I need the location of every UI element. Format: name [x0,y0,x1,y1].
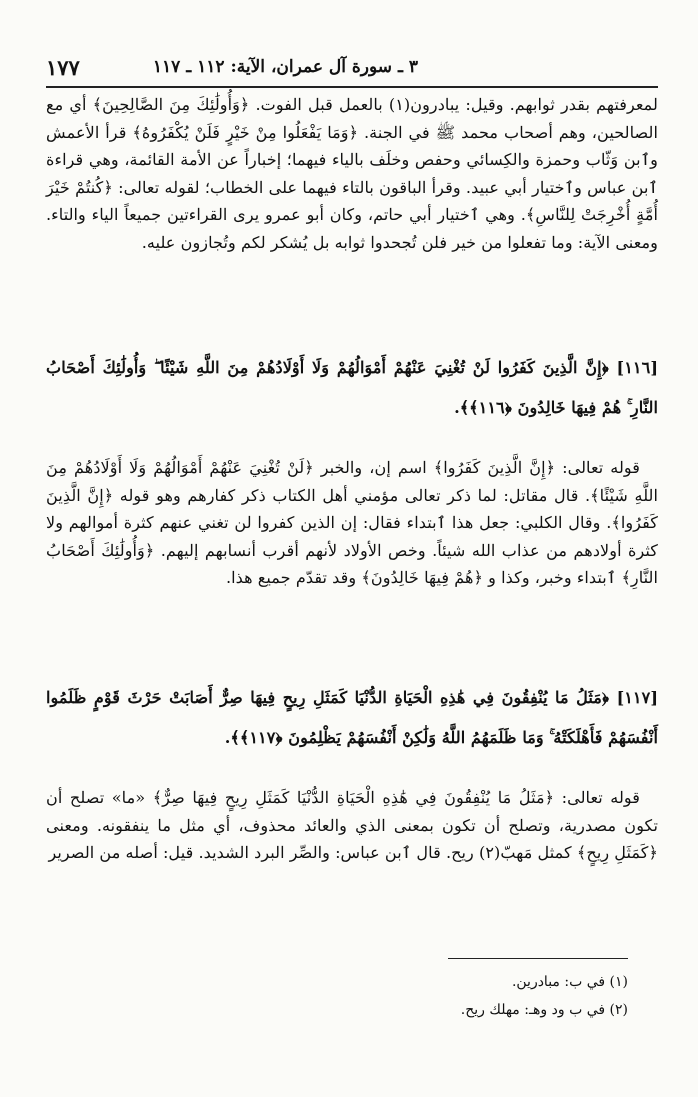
verse-text: ﴿إِنَّ الَّذِينَ كَفَرُوا لَنْ تُغْنِيَ عَنْهُمْ أَمْوَالُهُمْ وَلَا أَوْلَادُهُمْ مِنَ اللَّهِ شَيْئًا ۖ وَأُولَٰئِكَ أَصْحَابُ النَّارِ ۚ هُمْ فِيهَا خَالِدُونَ ﴿١١٦﴾﴾. [46,358,658,417]
commentary-paragraph: قوله تعالى: ﴿مَثَلُ مَا يُنْفِقُونَ فِي هَٰذِهِ الْحَيَاةِ الدُّنْيَا كَمَثَلِ رِيحٍ فِيهَا صِرٌّ﴾ «ما» تصلح أن تكون مصدرية، وتصلح أن تكون بمعنى الذي والعائد محذوف، أي مثل ما ينفقونه. ومعنى ﴿كَمَثَلِ رِيحٍ﴾ كمثل مَهبّ(٢) ريح. قال ٱبن عباس: والصِّر البرد الشديد. قيل: أصله من الصرير [46,788,658,863]
page-header [46,50,648,84]
footnote-1: (١) في ب: مبادرين. [511,974,628,990]
footnote-2: (٢) في ب ود وهـ: مهلك ريح. [460,1002,628,1018]
commentary-paragraph: قوله تعالى: ﴿إِنَّ الَّذِينَ كَفَرُوا﴾ اسم إن، والخبر ﴿لَنْ تُغْنِيَ عَنْهُمْ أَمْوَالُهُمْ وَلَا أَوْلَادُهُمْ مِنَ اللَّهِ شَيْئًا﴾. قال مقاتل: لما ذكر تعالى مؤمني أهل الكتاب ذكر كفارهم وهو قوله ﴿إِنَّ الَّذِينَ كَفَرُوا﴾. وقال الكلبي: جعل هذا ٱبتداء فقال: إن الذين كفروا لن تغني عنهم كثرة أموالهم ولا كثرة أولادهم من عذاب الله شيئاً. وخص الأولاد لأنهم أقرب أنسابهم إليهم. ﴿وَأُولَٰئِكَ أَصْحَابُ النَّارِ﴾ ٱبتداء وخبر، وكذا و ﴿هُمْ فِيهَا خَالِدُونَ﴾ وقد تقدّم جميع هذا. [46,458,658,588]
verse-text: ﴿مَثَلُ مَا يُنْفِقُونَ فِي هَٰذِهِ الْحَيَاةِ الدُّنْيَا كَمَثَلِ رِيحٍ فِيهَا صِرٌّ أَصَابَتْ حَرْثَ قَوْمٍ ظَلَمُوا أَنْفُسَهُمْ فَأَهْلَكَتْهُ ۚ وَمَا ظَلَمَهُمُ اللَّهُ وَلَٰكِنْ أَنْفُسَهُمْ يَظْلِمُونَ ﴿١١٧﴾﴾. [46,688,658,747]
header-rule [46,86,658,88]
footnote-rule [448,958,628,959]
verse-116 [46,348,658,428]
verse-number: [١١٧] [616,688,658,707]
commentary-paragraph: لمعرفتهم بقدر ثوابهم. وقيل: يبادرون(١) بالعمل قبل الفوت. ﴿وَأُولَٰئِكَ مِنَ الصَّالِحِينَ﴾ أي مع الصالحين، وهم أصحاب محمد ﷺ في الجنة. ﴿وَمَا يَفْعَلُوا مِنْ خَيْرٍ فَلَنْ يُكْفَرُوهُ﴾ قرأ الأعمش وٱبن وَثّاب وحمزة والكِسائي وحفص وخلَف بالياء فيهما؛ إخباراً عن الأمة القائمة، وهي قراءة ٱبن عباس وٱختيار أبي عبيد. وقرأ الباقون بالتاء فيهما على الخطاب؛ لقوله تعالى: ﴿كُنتُمْ خَيْرَ أُمَّةٍ أُخْرِجَتْ لِلنَّاسِ﴾. وهي ٱختيار أبي حاتم، وكان أبو عمرو يرى القراءتين جميعاً الياء والتاء. ومعنى الآية: وما تفعلوا من خير فلن تُجحدوا ثوابه بل يُشكر لكم وتُجازون عليه. [46,95,658,252]
verse-number: [١١٦] [616,358,658,377]
running-title: ٣ ـ سورة آل عمران، الآية: ١١٢ ـ ١١٧ [152,57,418,77]
verse-117 [46,678,658,758]
page-number: ١٧٧ [46,54,80,80]
footnotes [46,968,628,1024]
